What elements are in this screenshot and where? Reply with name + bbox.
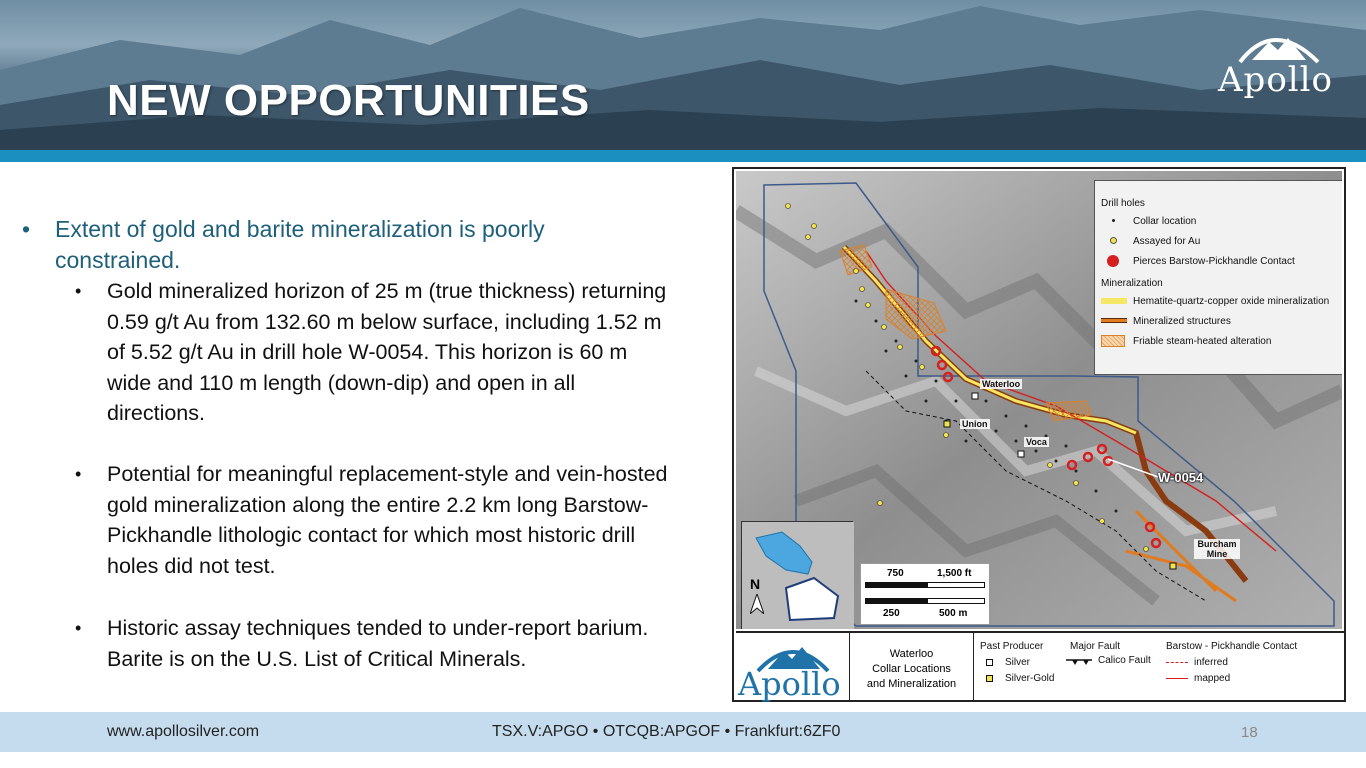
sub-bullet-text: Potential for meaningful replacement-style and vein-hosted gold mineralization along the entire 2.2 km long Barstow-Pickhandle lithologic contact for which most historic drill holes did not test. — [107, 462, 668, 578]
silver-producer-marker — [1018, 451, 1024, 457]
map-area — [736, 171, 1342, 629]
waterloo-label: Waterloo — [982, 379, 1021, 389]
ticker-symbols: TSX.V:APGO • OTCQB:APGOF • Frankfurt:6ZF0 — [492, 723, 841, 740]
location-inset-map — [741, 521, 853, 629]
legend-hematite: Hematite-quartz-copper oxide mineralization — [1101, 295, 1329, 307]
logo-text: Apollo — [1218, 60, 1334, 100]
contact-title: Barstow - Pickhandle Contact — [1166, 641, 1298, 652]
scale-bar: 750 1,500 ft 250 500 m — [860, 563, 990, 625]
page-title: NEW OPPORTUNITIES — [107, 76, 590, 125]
legend-drill-holes-title: Drill holes — [1101, 198, 1145, 209]
header-banner — [0, 0, 1366, 150]
fault-symbol-icon — [1066, 657, 1092, 667]
burcham-mine-label: Burcham Mine — [1194, 539, 1240, 559]
legend-inferred: inferred — [1166, 657, 1228, 668]
past-producer-title: Past Producer — [980, 641, 1044, 652]
bullet-dot: • — [75, 464, 82, 484]
union-label: Union — [962, 419, 988, 429]
map-title: Waterloo Collar Locations and Mineralization — [850, 633, 974, 702]
bullet-dot: • — [75, 281, 82, 301]
north-label: N — [750, 576, 761, 592]
legend-friable: Friable steam-heated alteration — [1101, 335, 1271, 347]
calico-fault-label: Calico Fault — [1098, 655, 1151, 666]
drill-hole-label: W-0054 — [1158, 470, 1204, 485]
legend-mapped: mapped — [1166, 673, 1230, 684]
legend-mineralization-title: Mineralization — [1101, 278, 1163, 289]
logo-mountain-icon — [1214, 24, 1344, 64]
legend-silver-gold: Silver-Gold — [986, 673, 1054, 684]
sub-bullet — [75, 459, 675, 581]
map-legend — [1094, 180, 1342, 375]
sub-bullet — [75, 276, 675, 429]
legend-collar: Collar location — [1101, 215, 1196, 227]
slide-footer — [0, 712, 1366, 752]
silver-gold-producer-marker — [1170, 563, 1176, 569]
bullet-dot: • — [75, 618, 82, 638]
map-apollo-logo: Apollo — [736, 633, 850, 702]
main-bullet-text: Extent of gold and barite mineralization is poorly constrained. — [55, 216, 545, 273]
legend-assayed: Assayed for Au — [1101, 235, 1200, 247]
silver-producer-marker — [972, 393, 978, 399]
mountain-background — [0, 0, 1366, 150]
header-stripe — [0, 150, 1366, 162]
apollo-logo — [1214, 24, 1344, 104]
major-fault-title: Major Fault — [1070, 641, 1121, 652]
sub-bullet-text: Historic assay techniques tended to under-report barium. Barite is on the U.S. List of Critical Minerals. — [107, 616, 649, 671]
sub-bullet — [75, 613, 675, 674]
north-arrow-icon — [750, 594, 764, 614]
legend-structures: Mineralized structures — [1101, 315, 1231, 327]
bullet-dot: • — [22, 216, 31, 242]
map-figure — [732, 167, 1346, 702]
silver-gold-producer-marker — [944, 421, 950, 427]
website-url: www.apollosilver.com — [107, 723, 260, 740]
sub-bullet-text: Gold mineralized horizon of 25 m (true thickness) returning 0.59 g/t Au from 132.60 m below surface, including 1.52 m of 5.52 g/t Au in drill hole W-0054. This horizon is 60 m wide and 110 m length (down-dip) and open in all directions. — [107, 279, 667, 425]
map-footer — [736, 631, 1344, 703]
main-bullet — [22, 214, 622, 276]
legend-pierces: Pierces Barstow-Pickhandle Contact — [1101, 255, 1295, 267]
voca-label: Voca — [1026, 437, 1047, 447]
page-number: 18 — [1241, 724, 1258, 741]
legend-silver: Silver — [986, 657, 1030, 668]
